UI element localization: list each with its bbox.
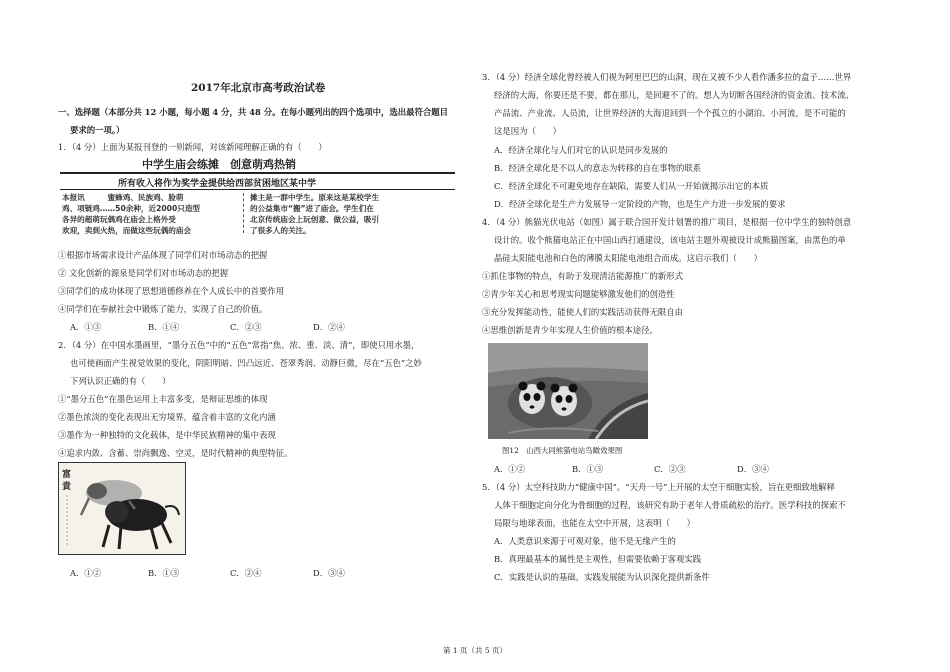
q1-choice-a: A．①③ [70,322,102,332]
q2-choice-b: B．①③ [148,568,180,578]
news-right-line: 摊主是一群中学生。原来这是某校学生 [250,193,380,202]
news-left-line: 各异的超萌玩偶鸡在庙会上格外受 [62,215,176,224]
news-right-line: 北京传统庙会上玩创意、做公益，吸引 [250,215,380,224]
q2-stem-line2: 也可使画面产生视觉效果的变化，阴阳明暗、凹凸远近、苍翠秀润、动静巨微，尽在“五色”之妙 [70,358,422,368]
q3-stem-line: 产品流、产业流、人员流，让世界经济的大海退回到一个个孤立的小湖泊、小河流，是不可能的 [494,108,846,118]
page-title: 2017年北京市高考政治试卷 [191,82,326,94]
news-rule-thin [60,189,455,190]
svg-text:富: 富 [62,470,72,480]
q4-figure-caption: 图12 山西大同熊猫电站鸟瞰效果图 [502,446,623,455]
q1-choice-b: B．①④ [148,322,180,332]
q2-option: ③墨作为一种独特的文化载体，是中华民族精神的集中表现 [58,430,276,440]
panda-left-icon [519,382,546,415]
q4-choice-d: D．③④ [737,464,769,474]
q5-option-a: A．人类意识来源于可观对象，他不是无缘产生的 [494,536,676,546]
q4-stem-line: 设计的。收个熊猫电站正在中国山西打通建设，该电站主题外观被设计成熊猫图案，由黑色的单 [494,235,846,245]
q4-stem-line: 4．（4 分）熊猫光伏电站（如图）属于联合国开发计划署的推广项目，是根据一位中学生的独特创意 [482,217,852,227]
news-divider [243,193,245,233]
q1-option: ③同学们的成功体现了思想道德修养在个人成长中的首要作用 [58,286,285,296]
news-headline: 中学生庙会练摊 创意萌鸡热销 [142,158,296,171]
panda-station-aerial-illustration [488,343,648,439]
q5-stem-line: 局限与地球表面，也能在太空中开展，这表明（ ） [494,518,695,528]
news-rule [60,172,455,174]
section-heading-line1: 一、选择题（本部分共 12 小题，每小题 4 分，共 48 分。在每小题列出的四个选项中，选出最符合题目 [58,107,449,117]
news-left-line: 本报讯 蜜蜂鸡、民族鸡、脸萌 [62,193,184,202]
news-left-line: 欢迎，卖到火热，而做这些玩偶的庙会 [62,226,192,235]
q2-choice-d: D．③④ [313,568,345,578]
q2-choice-c: C．②④ [230,568,262,578]
q4-option: ②青少年关心和思考现实问题能够激发他们的创造性 [482,289,675,299]
q5-option-b: B．真理最基本的属性是主观性，但需要依赖于客观实践 [494,554,702,564]
section-heading-line2: 要求的一项。） [70,125,125,135]
q2-option: ②墨色浓淡的变化表现出无穷境界，蕴含着丰富的文化内涵 [58,412,276,422]
news-clipping [60,156,460,236]
news-left-line: 鸡、项链鸡……50余种，近2000只造型 [62,204,201,213]
q3-stem-line: 3．（4 分）经济全球化曾经被人们视为阿里巴巴的山洞，现在又被不少人看作潘多拉的盒子……世界 [482,72,852,82]
q1-option: ④同学们在奉献社会中锻炼了能力，实现了自己的价值。 [58,304,268,314]
q4-choice-b: B．①③ [572,464,604,474]
ink-painting-image [58,462,186,555]
q3-option-a: A．经济全球化与人们对它的认识是同步发展的 [494,145,668,155]
panda-right-icon [551,384,578,417]
q4-option: ③充分发挥能动性，能使人们的实践活动获得无限自由 [482,307,683,317]
news-right-line: 了很多人的关注。 [250,226,311,235]
q2-stem-line1: 2．（4 分）在中国水墨画里，“墨分五色”中的“五色”常指“焦、浓、重、淡、清”，即使只用水墨， [58,340,420,350]
q1-option: ② 文化创新的源泉是同学们对市场动态的把握 [58,268,229,278]
q2-option: ①“墨分五色”在墨色运用上丰富多变，是辩证思维的体现 [58,394,268,404]
q3-option-c: C．经济全球化不可避免地存在缺陷，需要人们从一开始就揭示出它的本质 [494,181,769,191]
q5-option-c: C．实践是认识的基础，实践发展能为认识深化提供新条件 [494,572,710,582]
panda-power-station-photo [488,343,648,439]
q4-option: ①抓住事物的特点，有助于发现清洁能源推广的新形式 [482,271,683,281]
q2-choice-a: A．①② [70,568,102,578]
q1-choice-c: C．②③ [230,322,262,332]
q4-stem-line: 晶硅太阳能电池和白色的薄膜太阳能电池组合而成。这启示我们（ ） [494,253,762,263]
q1-option: ①根据市场需求设计产品体现了同学们对市场动态的把握 [58,250,268,260]
q2-stem-line3: 下列认识正确的有（ ） [70,376,171,386]
page-footer: 第 1 页（共 5 页） [442,646,508,655]
q4-option: ④思维创新是青少年实现人生价值的根本途径。 [482,325,658,335]
svg-text:貴: 貴 [62,482,72,492]
news-subhead: 所有收入将作为奖学金提供给西部贫困地区某中学 [118,179,317,189]
q2-option: ④追求内敛、含蓄、崇尚飘逸、空灵，是时代精神的典型特征。 [58,448,293,458]
q4-choice-c: C．②③ [654,464,686,474]
q3-stem-line: 这是因为（ ） [494,126,561,136]
news-right-line: 的公益集市“搬”进了庙会。学生们在 [250,204,374,213]
q1-stem: 1．（4 分）上面为某报刊登的一则新闻，对该新闻理解正确的有（ ） [58,142,327,152]
q3-stem-line: 经济的大海，你要还是不要，都在那儿，是回避不了的。想人为切断各国经济的资金流、技术流、 [494,90,855,100]
q1-choice-d: D．②④ [313,322,345,332]
q4-choice-a: A．①② [494,464,526,474]
q5-stem-line: 5．（4 分）太空科技助力“健康中国”。“天舟一号”上开展的太空干细胞实验，旨在更细致地解释 [482,482,835,492]
q3-option-b: B．经济全球化是不以人的意志为转移的自在事物的联系 [494,163,702,173]
q3-option-d: D．经济全球化是生产力发展导一定阶段的产物，也是生产力进一步发展的要求 [494,199,786,209]
q5-stem-line: 人体干细胞定向分化为骨细胞的过程，该研究有助于老年人骨质疏松的治疗。医学科技的探索不 [494,500,846,510]
ink-bull-illustration [59,463,185,554]
